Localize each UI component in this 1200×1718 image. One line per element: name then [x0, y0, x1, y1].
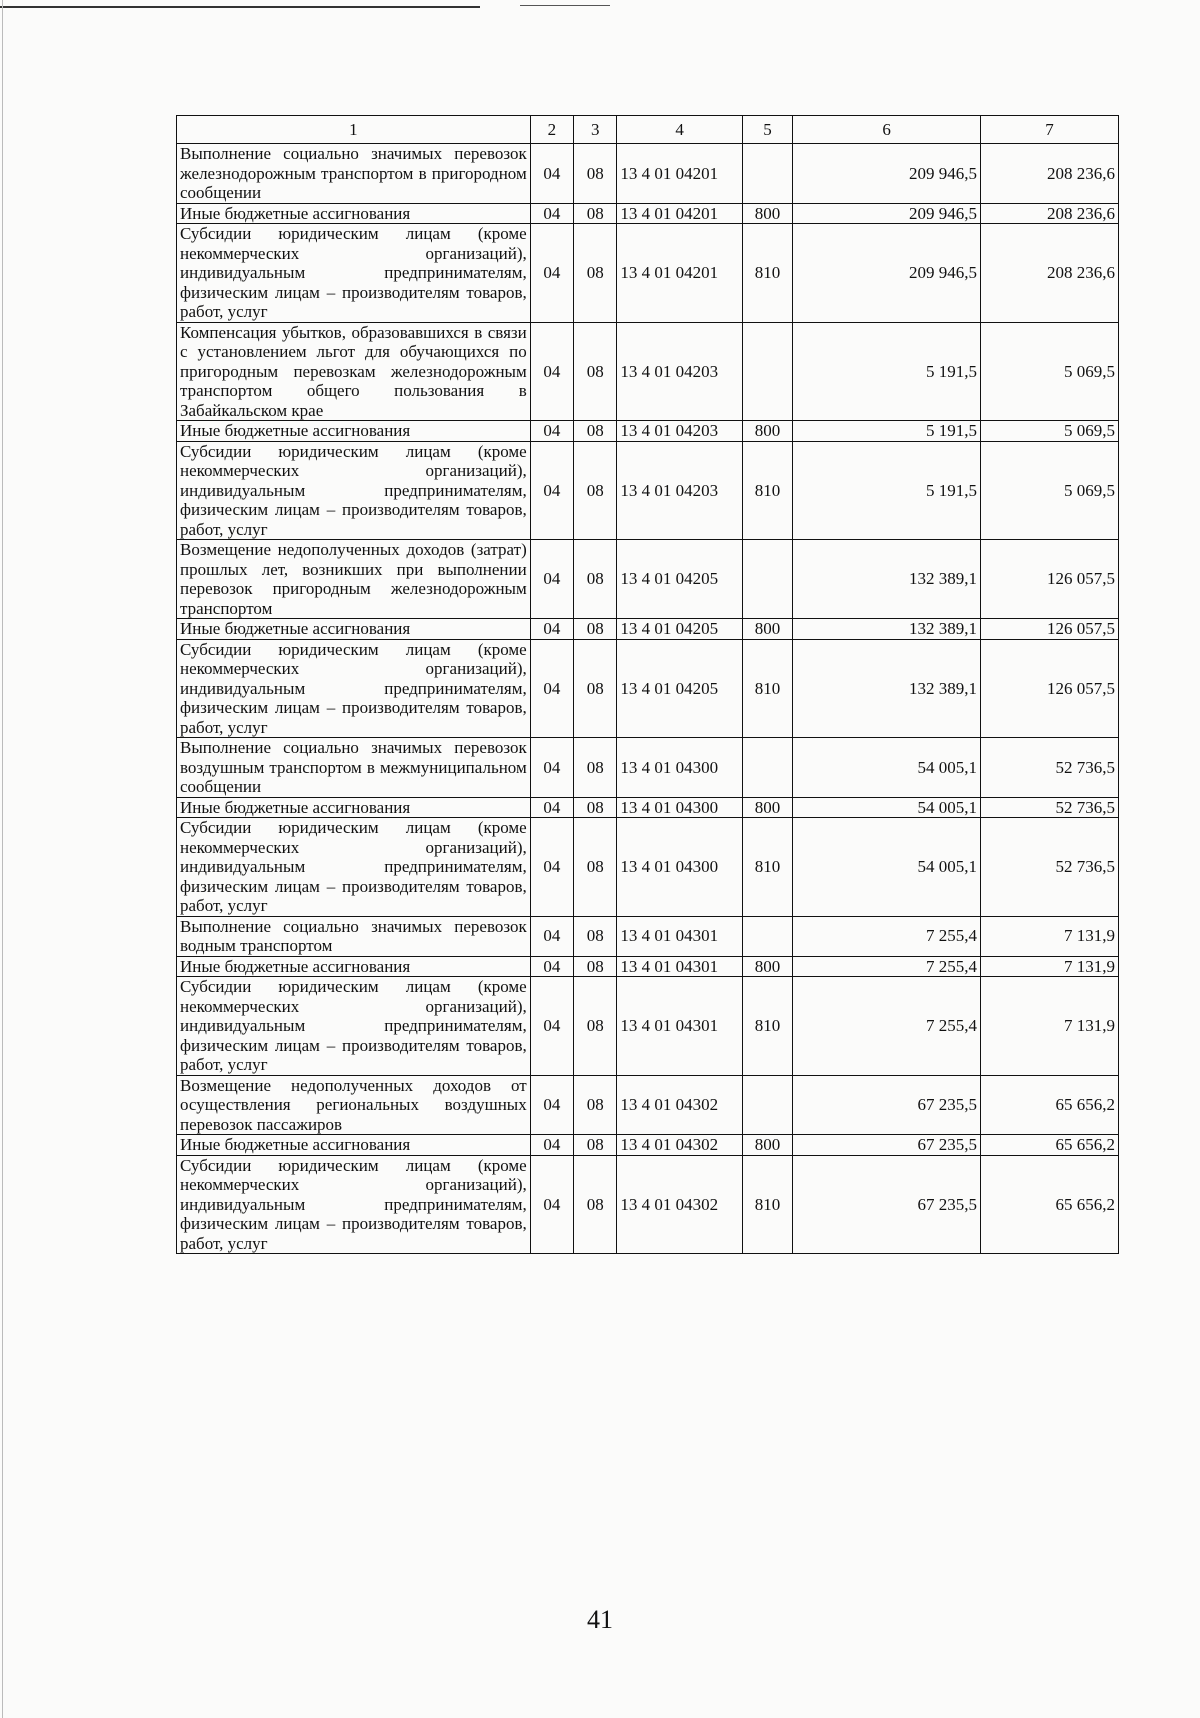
row-amount-executed: 126 057,5 — [980, 639, 1118, 738]
row-target-article: 13 4 01 04205 — [617, 540, 742, 619]
row-amount-planned: 54 005,1 — [793, 797, 981, 818]
row-description: Выполнение социально значимых перевозок воздушным транспортом в межмуниципальном сообщении — [177, 738, 531, 798]
row-amount-executed: 52 736,5 — [980, 738, 1118, 798]
row-description: Субсидии юридическим лицам (кроме некоммерческих организаций), индивидуальным предпринимателям, физическим лицам – производителям товаров, работ, услуг — [177, 1155, 531, 1254]
row-expense-type: 800 — [742, 203, 792, 224]
table-row — [177, 956, 1119, 977]
row-description: Субсидии юридическим лицам (кроме некоммерческих организаций), индивидуальным предпринимателям, физическим лицам – производителям товаров, работ, услуг — [177, 818, 531, 917]
row-subsection-code: 08 — [574, 619, 617, 640]
row-amount-planned: 54 005,1 — [793, 738, 981, 798]
row-amount-executed: 65 656,2 — [980, 1075, 1118, 1135]
row-subsection-code: 08 — [574, 322, 617, 421]
table-row — [177, 738, 1119, 798]
row-description: Компенсация убытков, образовавшихся в связи с установлением льгот для обучающихся по пригородным перевозкам железнодорожным транспортом общего пользования в Забайкальском крае — [177, 322, 531, 421]
row-description: Субсидии юридическим лицам (кроме некоммерческих организаций), индивидуальным предпринимателям, физическим лицам – производителям товаров, работ, услуг — [177, 639, 531, 738]
table-row — [177, 639, 1119, 738]
row-expense-type: 810 — [742, 1155, 792, 1254]
row-subsection-code: 08 — [574, 738, 617, 798]
row-amount-planned: 54 005,1 — [793, 818, 981, 917]
row-target-article: 13 4 01 04201 — [617, 144, 742, 204]
row-amount-planned: 132 389,1 — [793, 639, 981, 738]
row-expense-type: 810 — [742, 639, 792, 738]
row-amount-executed: 208 236,6 — [980, 203, 1118, 224]
row-amount-executed: 65 656,2 — [980, 1155, 1118, 1254]
page-number: 41 — [587, 1605, 613, 1634]
row-amount-executed: 126 057,5 — [980, 540, 1118, 619]
table-row — [177, 540, 1119, 619]
header-cell-5: 5 — [742, 116, 792, 144]
row-amount-planned: 67 235,5 — [793, 1075, 981, 1135]
row-section-code: 04 — [530, 540, 573, 619]
header-cell-7: 7 — [980, 116, 1118, 144]
row-target-article: 13 4 01 04300 — [617, 818, 742, 917]
row-amount-executed: 208 236,6 — [980, 224, 1118, 323]
row-amount-executed: 5 069,5 — [980, 421, 1118, 442]
row-description: Возмещение недополученных доходов от осуществления региональных воздушных перевозок пассажиров — [177, 1075, 531, 1135]
row-description: Иные бюджетные ассигнования — [177, 203, 531, 224]
row-amount-planned: 5 191,5 — [793, 421, 981, 442]
table-row — [177, 224, 1119, 323]
row-section-code: 04 — [530, 322, 573, 421]
row-expense-type — [742, 1075, 792, 1135]
table-header-row — [177, 116, 1119, 144]
row-section-code: 04 — [530, 224, 573, 323]
row-target-article: 13 4 01 04203 — [617, 421, 742, 442]
row-section-code: 04 — [530, 738, 573, 798]
row-amount-planned: 5 191,5 — [793, 322, 981, 421]
row-target-article: 13 4 01 04205 — [617, 639, 742, 738]
row-amount-executed: 5 069,5 — [980, 441, 1118, 540]
row-amount-executed: 7 131,9 — [980, 916, 1118, 956]
row-subsection-code: 08 — [574, 956, 617, 977]
table-row — [177, 421, 1119, 442]
row-subsection-code: 08 — [574, 224, 617, 323]
table-row — [177, 203, 1119, 224]
row-subsection-code: 08 — [574, 203, 617, 224]
row-section-code: 04 — [530, 203, 573, 224]
table-row — [177, 1135, 1119, 1156]
row-target-article: 13 4 01 04301 — [617, 977, 742, 1076]
row-amount-executed: 5 069,5 — [980, 322, 1118, 421]
row-section-code: 04 — [530, 1135, 573, 1156]
row-section-code: 04 — [530, 639, 573, 738]
row-subsection-code: 08 — [574, 1155, 617, 1254]
row-expense-type: 800 — [742, 421, 792, 442]
row-amount-executed: 208 236,6 — [980, 144, 1118, 204]
row-amount-planned: 7 255,4 — [793, 977, 981, 1076]
row-subsection-code: 08 — [574, 977, 617, 1076]
row-amount-planned: 132 389,1 — [793, 619, 981, 640]
row-subsection-code: 08 — [574, 916, 617, 956]
row-description: Иные бюджетные ассигнования — [177, 956, 531, 977]
row-amount-planned: 132 389,1 — [793, 540, 981, 619]
row-description: Субсидии юридическим лицам (кроме некоммерческих организаций), индивидуальным предпринимателям, физическим лицам – производителям товаров, работ, услуг — [177, 224, 531, 323]
row-subsection-code: 08 — [574, 1075, 617, 1135]
row-section-code: 04 — [530, 144, 573, 204]
row-subsection-code: 08 — [574, 540, 617, 619]
row-subsection-code: 08 — [574, 639, 617, 738]
row-subsection-code: 08 — [574, 818, 617, 917]
row-target-article: 13 4 01 04201 — [617, 203, 742, 224]
row-amount-executed: 65 656,2 — [980, 1135, 1118, 1156]
row-section-code: 04 — [530, 1155, 573, 1254]
row-amount-planned: 7 255,4 — [793, 916, 981, 956]
row-expense-type — [742, 738, 792, 798]
row-target-article: 13 4 01 04203 — [617, 441, 742, 540]
top-border-line — [0, 6, 480, 8]
table-row — [177, 818, 1119, 917]
row-amount-planned: 7 255,4 — [793, 956, 981, 977]
row-section-code: 04 — [530, 1075, 573, 1135]
header-cell-6: 6 — [793, 116, 981, 144]
row-expense-type: 800 — [742, 1135, 792, 1156]
row-subsection-code: 08 — [574, 1135, 617, 1156]
row-target-article: 13 4 01 04203 — [617, 322, 742, 421]
row-expense-type: 800 — [742, 797, 792, 818]
row-expense-type: 810 — [742, 441, 792, 540]
row-amount-planned: 209 946,5 — [793, 144, 981, 204]
row-expense-type — [742, 916, 792, 956]
top-border-line-fragment — [520, 5, 610, 6]
budget-table — [176, 115, 1119, 1254]
table-row — [177, 322, 1119, 421]
left-scan-edge — [2, 0, 3, 1718]
row-amount-planned: 209 946,5 — [793, 224, 981, 323]
row-amount-planned: 67 235,5 — [793, 1135, 981, 1156]
row-description: Выполнение социально значимых перевозок железнодорожным транспортом в пригородном сообщении — [177, 144, 531, 204]
row-section-code: 04 — [530, 977, 573, 1076]
row-section-code: 04 — [530, 797, 573, 818]
row-subsection-code: 08 — [574, 441, 617, 540]
row-subsection-code: 08 — [574, 797, 617, 818]
row-description: Иные бюджетные ассигнования — [177, 797, 531, 818]
table-row — [177, 619, 1119, 640]
header-cell-2: 2 — [530, 116, 573, 144]
row-section-code: 04 — [530, 421, 573, 442]
row-expense-type: 810 — [742, 224, 792, 323]
row-target-article: 13 4 01 04301 — [617, 956, 742, 977]
row-description: Возмещение недополученных доходов (затрат) прошлых лет, возникших при выполнении перевозок пригородным железнодорожным транспортом — [177, 540, 531, 619]
row-amount-executed: 52 736,5 — [980, 797, 1118, 818]
table-row — [177, 441, 1119, 540]
row-target-article: 13 4 01 04300 — [617, 738, 742, 798]
table-row — [177, 1075, 1119, 1135]
row-expense-type: 810 — [742, 818, 792, 917]
row-target-article: 13 4 01 04302 — [617, 1135, 742, 1156]
row-target-article: 13 4 01 04205 — [617, 619, 742, 640]
row-description: Субсидии юридическим лицам (кроме некоммерческих организаций), индивидуальным предпринимателям, физическим лицам – производителям товаров, работ, услуг — [177, 441, 531, 540]
row-amount-planned: 5 191,5 — [793, 441, 981, 540]
row-description: Субсидии юридическим лицам (кроме некоммерческих организаций), индивидуальным предпринимателям, физическим лицам – производителям товаров, работ, услуг — [177, 977, 531, 1076]
row-description: Иные бюджетные ассигнования — [177, 619, 531, 640]
row-amount-executed: 52 736,5 — [980, 818, 1118, 917]
row-target-article: 13 4 01 04302 — [617, 1075, 742, 1135]
row-target-article: 13 4 01 04301 — [617, 916, 742, 956]
row-expense-type: 810 — [742, 977, 792, 1076]
row-description: Иные бюджетные ассигнования — [177, 421, 531, 442]
row-subsection-code: 08 — [574, 421, 617, 442]
row-expense-type — [742, 540, 792, 619]
row-section-code: 04 — [530, 818, 573, 917]
row-amount-executed: 126 057,5 — [980, 619, 1118, 640]
row-expense-type: 800 — [742, 619, 792, 640]
row-expense-type — [742, 322, 792, 421]
header-cell-1: 1 — [177, 116, 531, 144]
row-section-code: 04 — [530, 619, 573, 640]
row-section-code: 04 — [530, 956, 573, 977]
budget-table-body — [177, 116, 1119, 1254]
header-cell-3: 3 — [574, 116, 617, 144]
row-target-article: 13 4 01 04300 — [617, 797, 742, 818]
header-cell-4: 4 — [617, 116, 742, 144]
table-row — [177, 916, 1119, 956]
table-row — [177, 1155, 1119, 1254]
table-row — [177, 797, 1119, 818]
row-section-code: 04 — [530, 441, 573, 540]
row-amount-planned: 209 946,5 — [793, 203, 981, 224]
row-expense-type — [742, 144, 792, 204]
table-row — [177, 977, 1119, 1076]
row-amount-executed: 7 131,9 — [980, 977, 1118, 1076]
row-amount-planned: 67 235,5 — [793, 1155, 981, 1254]
row-amount-executed: 7 131,9 — [980, 956, 1118, 977]
row-target-article: 13 4 01 04201 — [617, 224, 742, 323]
row-subsection-code: 08 — [574, 144, 617, 204]
row-description: Иные бюджетные ассигнования — [177, 1135, 531, 1156]
row-target-article: 13 4 01 04302 — [617, 1155, 742, 1254]
row-description: Выполнение социально значимых перевозок водным транспортом — [177, 916, 531, 956]
row-section-code: 04 — [530, 916, 573, 956]
row-expense-type: 800 — [742, 956, 792, 977]
table-row — [177, 144, 1119, 204]
